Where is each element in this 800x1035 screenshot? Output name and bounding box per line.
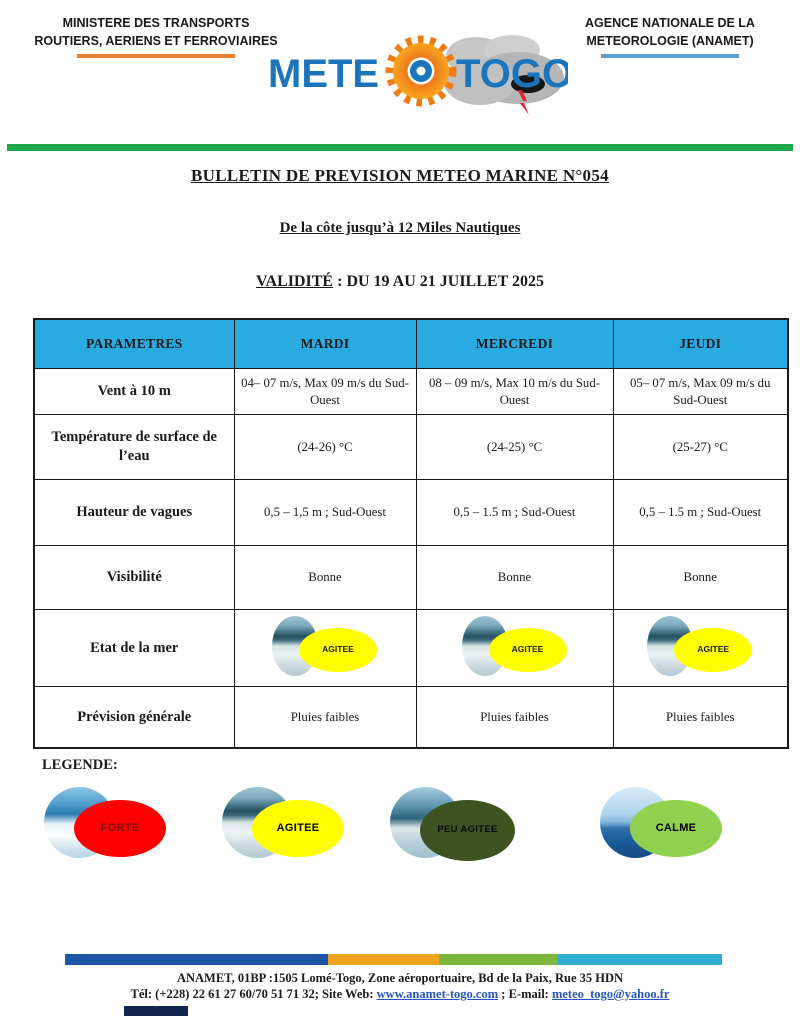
footer-bar-cyan-segment [558,954,722,965]
legend-item-peu-agitee [390,787,552,864]
bulletin-title: BULLETIN DE PREVISION METEO MARINE N°054 [191,166,609,185]
footer-email-label: ; E-mail: [498,987,552,1001]
footer-contact [0,986,800,1002]
cell-vent-jeudi: 05– 07 m/s, Max 09 m/s du Sud-Ouest [613,369,788,415]
email-link[interactable]: meteo_togo@yahoo.fr [551,987,670,1001]
footer-address: ANAMET, 01BP :1505 Lomé-Togo, Zone aéroportuaire, Bd de la Paix, Rue 35 HDN [176,971,624,985]
green-divider-bar [7,144,793,151]
cell-prevision-mercredi: Pluies faibles [416,687,613,749]
meteo-togo-logo-graphic [266,20,568,122]
sea-state-icon [390,787,552,859]
col-header-jeudi: JEUDI [613,319,788,369]
cell-etat-mercredi [416,610,613,687]
legend-item-calme [600,787,762,864]
bulletin-subtitle: De la côte jusqu’à 12 Miles Nautiques [279,220,521,236]
cell-vagues-mardi: 0,5 – 1,5 m ; Sud-Ouest [234,480,416,546]
website-link[interactable]: www.anamet-togo.com [376,987,499,1001]
row-param-temperature: Température de surface de l’eau [34,415,234,480]
validity-dates: : DU 19 AU 21 JUILLET 2025 [333,273,544,290]
forecast-table [33,318,789,749]
orange-underline [77,54,235,58]
cell-prevision-jeudi: Pluies faibles [613,687,788,749]
legend-badge-agitee: AGITEE [252,800,344,857]
sun-icon [390,40,452,102]
row-param-prevision: Prévision générale [34,687,234,749]
legend-item-agitee [222,787,384,864]
footer-phone: Tél: (+228) 22 61 27 60/70 51 71 32; Site Web: [130,987,377,1001]
cell-vagues-jeudi: 0,5 – 1.5 m ; Sud-Ouest [613,480,788,546]
table-row [34,415,788,480]
footer-bar-orange-segment [328,954,440,965]
sea-state-icon [600,787,762,859]
cell-vent-mercredi: 08 – 09 m/s, Max 10 m/s du Sud-Ouest [416,369,613,415]
ministry-title [28,14,284,58]
cell-etat-jeudi [613,610,788,687]
cell-visibilite-jeudi: Bonne [613,546,788,610]
legend-badge-calme: CALME [630,800,722,857]
row-param-visibilite: Visibilité [34,546,234,610]
col-header-mercredi: MERCREDI [416,319,613,369]
meteo-togo-logo [266,20,568,122]
sea-state-icon [462,616,568,678]
sea-state-icon [272,616,378,678]
cell-etat-mardi [234,610,416,687]
logo-text-togo: TOGO [456,52,568,96]
footer-bar-green-segment [439,954,557,965]
sea-state-badge: AGITEE [489,628,567,672]
sea-state-icon [647,616,753,678]
row-param-vagues: Hauteur de vagues [34,480,234,546]
cell-temp-mardi: (24-26) °C [234,415,416,480]
footer-bar-blue-segment [65,954,328,965]
sea-state-badge: AGITEE [299,628,377,672]
row-param-etat-mer: Etat de la mer [34,610,234,687]
legend-badge-forte: FORTE [74,800,166,857]
table-row [34,546,788,610]
agency-line1: AGENCE NATIONALE DE LA [585,16,755,30]
row-param-vent: Vent à 10 m [34,369,234,415]
blue-underline [601,54,739,58]
legend-badge-peu-agitee: PEU AGITEE [420,800,515,861]
cell-temp-jeudi: (25-27) °C [613,415,788,480]
logo-text-mete: METE [268,52,380,96]
cell-visibilite-mardi: Bonne [234,546,416,610]
agency-title [565,14,775,58]
footer-color-bar [65,954,722,965]
cell-visibilite-mercredi: Bonne [416,546,613,610]
agency-line2: METEOROLOGIE (ANAMET) [586,34,754,48]
table-row [34,369,788,415]
legend-title: LEGENDE: [42,757,118,773]
ministry-line2: ROUTIERS, AERIENS ET FERROVIAIRES [34,34,278,48]
validity-label: VALIDITÉ [256,273,334,290]
legend-item-forte [44,787,206,864]
table-header-row [34,319,788,369]
sea-state-icon [222,787,384,859]
col-header-mardi: MARDI [234,319,416,369]
cell-temp-mercredi: (24-25) °C [416,415,613,480]
col-header-parametres: PARAMETRES [34,319,234,369]
table-row [34,480,788,546]
validity-line [0,273,800,291]
cell-vagues-mercredi: 0,5 – 1.5 m ; Sud-Ouest [416,480,613,546]
table-row [34,687,788,749]
table-row [34,610,788,687]
footer-artifact-bar [124,1006,188,1016]
ministry-line1: MINISTERE DES TRANSPORTS [62,16,250,30]
cell-prevision-mardi: Pluies faibles [234,687,416,749]
sea-state-badge: AGITEE [674,628,752,672]
sea-state-icon [44,787,206,859]
cell-vent-mardi: 04– 07 m/s, Max 09 m/s du Sud-Ouest [234,369,416,415]
